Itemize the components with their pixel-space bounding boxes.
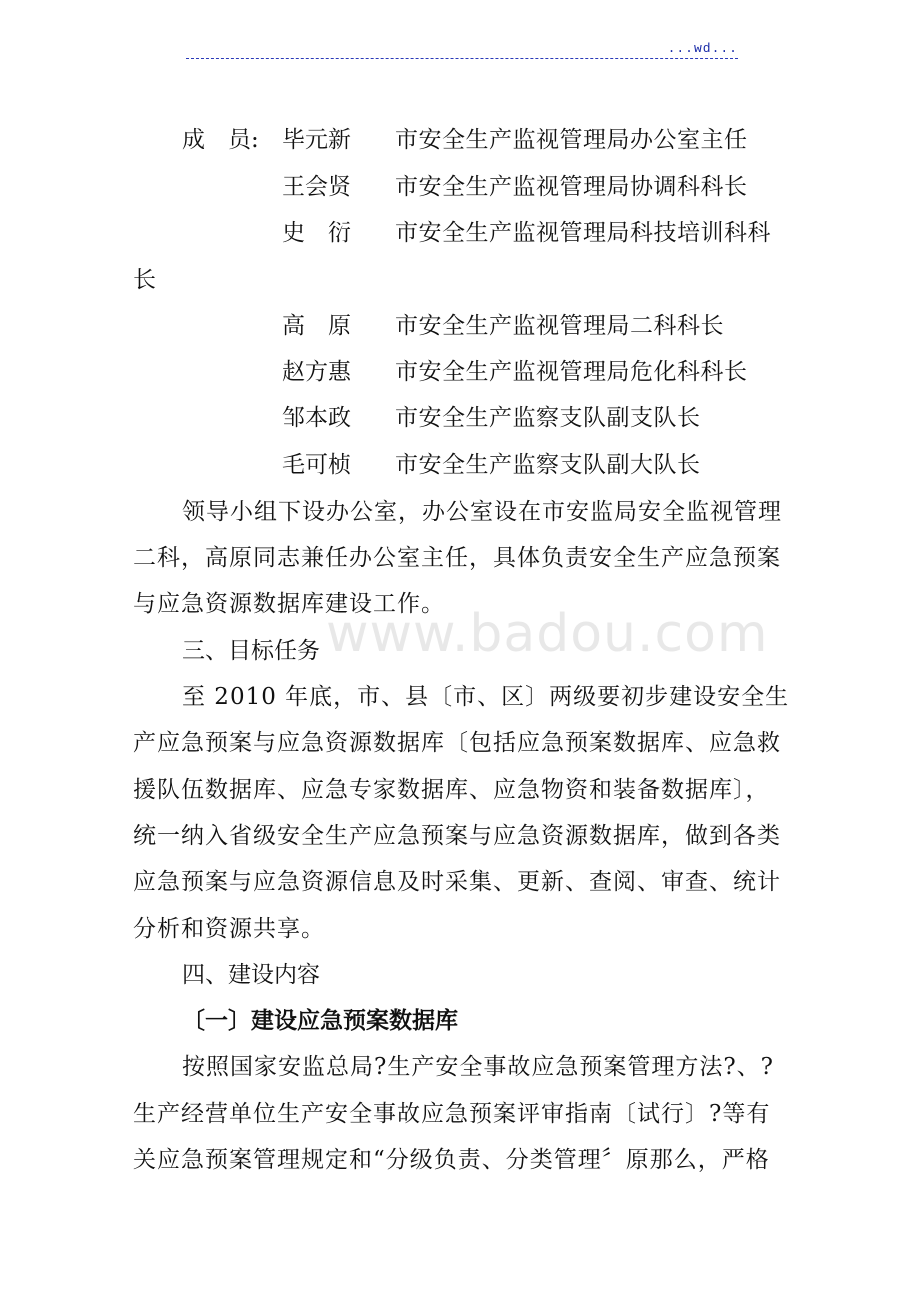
member-name: 毛可桢 — [282, 452, 351, 478]
paragraph-line: 按照国家安监总局?生产安全事故应急预案管理方法?、? — [182, 1054, 774, 1080]
member-title: 市安全生产监视管理局二科科长 — [395, 313, 724, 339]
paragraph-line: 应急预案与应急资源信息及时采集、更新、查阅、审查、统计 — [133, 869, 781, 895]
header-mark: ...wd... — [667, 41, 738, 56]
paragraph-line: 关应急预案管理规定和“分级负责、分类管理〞原那么，严格 — [133, 1147, 770, 1173]
paragraph-line: 生产经营单位生产安全事故应急预案评审指南〔试行〕?等有 — [133, 1101, 771, 1127]
member-name: 史 衍 — [282, 220, 351, 246]
members-role-label: 成 员: — [182, 127, 259, 153]
subsection-heading: 〔一〕建设应急预案数据库 — [182, 1008, 458, 1034]
paragraph-line: 产应急预案与应急资源数据库〔包括应急预案数据库、应急救 — [133, 730, 781, 756]
watermark: www.badou.com — [326, 604, 769, 664]
member-title: 市安全生产监察支队副支队长 — [395, 405, 701, 431]
member-name: 邹本政 — [282, 405, 351, 431]
paragraph-line: 与应急资源数据库建设工作。 — [133, 591, 445, 617]
member-name: 高 原 — [282, 313, 351, 339]
member-title-wrap: 长 — [133, 267, 157, 293]
member-name: 毕元新 — [282, 127, 351, 153]
member-name: 王会贤 — [282, 174, 351, 200]
member-title: 市安全生产监察支队副大队长 — [395, 452, 701, 478]
member-title: 市安全生产监视管理局危化科科长 — [395, 359, 748, 385]
paragraph-line: 统一纳入省级安全生产应急预案与应急资源数据库，做到各类 — [133, 823, 781, 849]
member-title: 市安全生产监视管理局办公室主任 — [395, 127, 748, 153]
paragraph-line: 援队伍数据库、应急专家数据库、应急物资和装备数据库〕， — [133, 777, 770, 803]
paragraph-line: 分析和资源共享。 — [133, 916, 325, 942]
page-header-rule — [186, 41, 738, 59]
paragraph-line: 至 2010 年底，市、县〔市、区〕两级要初步建设安全生 — [182, 684, 790, 710]
section-heading-content: 四、建设内容 — [182, 962, 320, 988]
paragraph-line: 领导小组下设办公室，办公室设在市安监局安全监视管理 — [182, 499, 782, 525]
member-name: 赵方惠 — [282, 359, 351, 385]
paragraph-line: 二科，高原同志兼任办公室主任，具体负责安全生产应急预案 — [133, 545, 781, 571]
member-title: 市安全生产监视管理局协调科科长 — [395, 174, 748, 200]
section-heading-goals: 三、目标任务 — [182, 638, 320, 664]
member-title: 市安全生产监视管理局科技培训科科 — [395, 220, 771, 246]
